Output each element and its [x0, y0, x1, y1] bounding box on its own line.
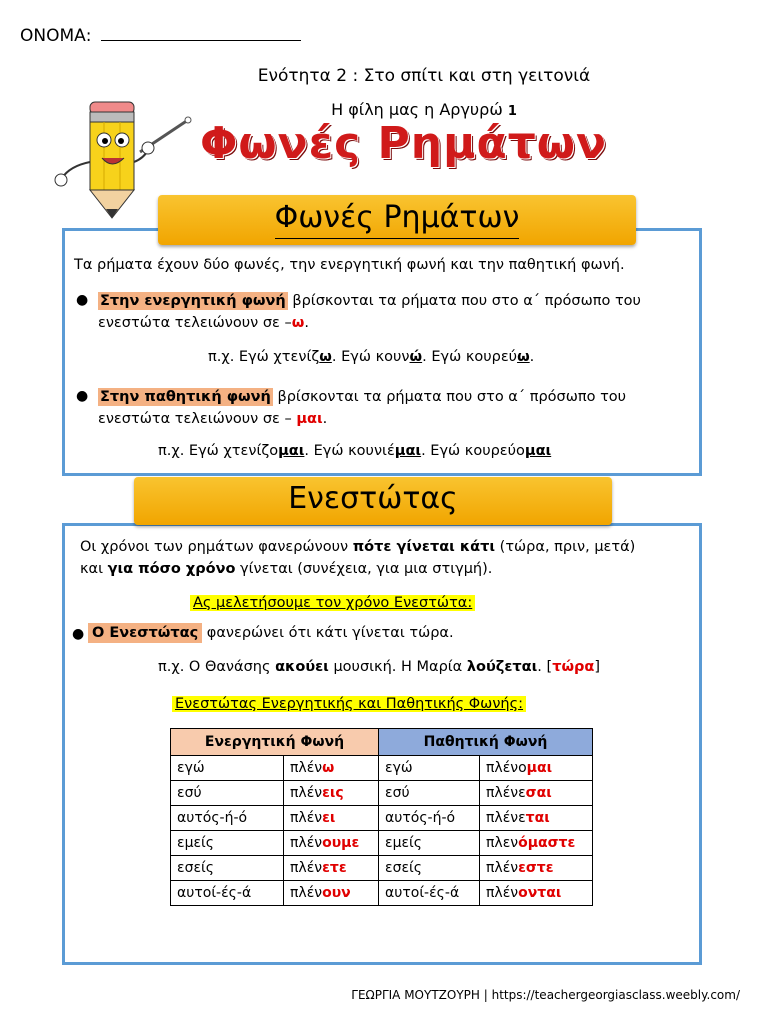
active-verb-cell — [284, 806, 379, 831]
tenses-line2-b: για πόσο χρόνο — [107, 561, 236, 577]
unit-title: Ενότητα 2 : Στο σπίτι και στη γειτονιά — [257, 66, 591, 86]
active-text2: ενεστώτα τελειώνουν σε – — [98, 315, 292, 331]
study-heading-text: Ας μελετήσουμε τον χρόνο Ενεστώτα: — [190, 595, 475, 611]
verb-stem: πλένε — [486, 810, 526, 826]
active-verb-cell — [284, 781, 379, 806]
active-ex-mid2: . Εγώ κουρεύ — [422, 349, 518, 365]
verb-ending: εστε — [518, 860, 554, 876]
table-row — [171, 831, 593, 856]
verb-stem: πλέν — [290, 760, 323, 776]
pronoun-cell: εσύ — [171, 781, 284, 806]
active-ex-mid1: . Εγώ κουν — [331, 349, 410, 365]
verb-stem: πλένε — [486, 785, 526, 801]
pronoun-cell: εγώ — [379, 756, 480, 781]
verb-stem: πλέν — [486, 885, 519, 901]
passive-voice-rule — [98, 386, 698, 430]
passive-verb-cell — [480, 781, 593, 806]
passive-text2: ενεστώτα τελειώνουν σε – — [98, 411, 297, 427]
active-voice-label: Στην ενεργητική φωνή — [100, 293, 286, 309]
voices-banner — [158, 195, 636, 245]
present-example — [158, 656, 600, 678]
active-voice-header: Ενεργητική Φωνή — [171, 729, 379, 756]
verb-ending: όμαστε — [518, 835, 576, 851]
tenses-line2-c: γίνεται (συνέχεια, για μια στιγμή). — [235, 561, 493, 577]
tenses-line1-b: πότε γίνεται κάτι — [352, 539, 496, 555]
verb-ending: ονται — [518, 885, 562, 901]
tenses-line2-a: και — [80, 561, 108, 577]
verb-ending: ουμε — [322, 835, 360, 851]
study-heading — [190, 592, 475, 614]
pronoun-cell: εμείς — [171, 831, 284, 856]
story-text: Η φίλη μας η Αργυρώ — [331, 100, 503, 119]
verb-stem: πλέν — [290, 885, 323, 901]
table-row — [171, 781, 593, 806]
verb-stem: πλεν — [486, 835, 519, 851]
verb-stem: πλέν — [290, 785, 323, 801]
passive-voice-header: Παθητική Φωνή — [379, 729, 593, 756]
voices-intro: Τα ρήματα έχουν δύο φωνές, την ενεργητική φωνή και την παθητική φωνή. — [74, 257, 625, 273]
passive-verb-cell — [480, 756, 593, 781]
present-ex-b: ακούει — [275, 659, 329, 675]
conjugation-table — [170, 728, 593, 906]
verb-ending: μαι — [526, 760, 553, 776]
tenses-intro — [80, 536, 700, 580]
active-verb-cell — [284, 831, 379, 856]
present-banner — [134, 477, 612, 525]
pronoun-cell: εσύ — [379, 781, 480, 806]
passive-voice-label: Στην παθητική φωνή — [100, 389, 271, 405]
bullet-dot: ● — [76, 292, 89, 308]
passive-ex-end3: μαι — [524, 443, 552, 459]
passive-ex-mid2: . Εγώ κουρεύο — [421, 443, 525, 459]
table-title-text: Ενεστώτας Ενεργητικής και Παθητικής Φωνής: — [172, 696, 526, 712]
passive-verb-cell — [480, 831, 593, 856]
verb-ending: ω — [322, 760, 335, 776]
present-ex-f: τώρα — [552, 659, 595, 675]
verb-stem: πλέν — [290, 835, 323, 851]
pronoun-cell: αυτοί-ές-ά — [379, 881, 480, 906]
present-ex-e: . [ — [537, 659, 553, 675]
verb-ending: εις — [322, 785, 344, 801]
story-number: 1 — [507, 104, 517, 119]
verb-stem: πλέν — [290, 810, 323, 826]
active-verb-cell — [284, 756, 379, 781]
pronoun-cell: αυτοί-ές-ά — [171, 881, 284, 906]
tenses-line1-c: (τώρα, πριν, μετά) — [495, 539, 636, 555]
passive-verb-cell — [480, 881, 593, 906]
passive-ex-prefix: π.χ. Εγώ χτενίζο — [158, 443, 279, 459]
active-ex-end3: ω — [517, 349, 530, 365]
active-verb-cell — [284, 856, 379, 881]
pronoun-cell: αυτός-ή-ό — [171, 806, 284, 831]
present-text: φανερώνει ότι κάτι γίνεται τώρα. — [202, 625, 454, 641]
footer-credit: ΓΕΩΡΓΙΑ ΜΟΥΤΖΟΥΡΗ | https://teachergeorgiasclass.weebly.com/ — [351, 988, 740, 1002]
tenses-line1-a: Οι χρόνοι των ρημάτων φανερώνουν — [80, 539, 353, 555]
active-text1: βρίσκονται τα ρήματα που στο α΄ πρόσωπο του — [287, 293, 641, 309]
present-definition — [88, 622, 454, 644]
name-label: ΟΝΟΜΑ: — [20, 26, 92, 46]
table-header-row — [171, 729, 593, 756]
present-ex-g: ] — [594, 659, 601, 675]
table-title — [172, 693, 526, 715]
pronoun-cell: εσείς — [379, 856, 480, 881]
active-verb-cell — [284, 881, 379, 906]
passive-verb-cell — [480, 856, 593, 881]
name-field — [20, 26, 301, 46]
table-row — [171, 856, 593, 881]
present-ex-c: μουσική. Η Μαρία — [328, 659, 467, 675]
verb-ending: ει — [322, 810, 336, 826]
active-ex-prefix: π.χ. Εγώ χτενίζ — [208, 349, 320, 365]
passive-ex-mid1: . Εγώ κουνιέ — [304, 443, 395, 459]
table-row — [171, 806, 593, 831]
verb-stem: πλέν — [290, 860, 323, 876]
verb-ending: ουν — [322, 885, 351, 901]
name-blank-line[interactable] — [101, 26, 301, 41]
passive-ending: μαι — [296, 411, 323, 427]
present-banner-text: Ενεστώτας — [288, 481, 458, 516]
passive-verb-cell — [480, 806, 593, 831]
passive-ex-end1: μαι — [278, 443, 305, 459]
verb-stem: πλέν — [486, 860, 519, 876]
passive-example — [158, 440, 551, 462]
bullet-dot: ● — [72, 626, 85, 642]
passive-text1: βρίσκονται τα ρήματα που στο α΄ πρόσωπο του — [272, 389, 627, 405]
present-label: Ο Ενεστώτας — [88, 623, 202, 643]
verb-ending: σαι — [525, 785, 552, 801]
pronoun-cell: εγώ — [171, 756, 284, 781]
voices-banner-text: Φωνές Ρημάτων — [275, 198, 520, 239]
pronoun-cell: εσείς — [171, 856, 284, 881]
active-example — [208, 346, 534, 368]
table-row — [171, 881, 593, 906]
passive-dot: . — [322, 411, 328, 427]
bullet-dot: ● — [76, 388, 89, 404]
table-row — [171, 756, 593, 781]
active-dot: . — [304, 315, 309, 331]
verb-ending: ται — [525, 810, 550, 826]
present-ex-d: λούζεται — [466, 659, 538, 675]
active-voice-rule — [98, 290, 698, 334]
present-ex-a: π.χ. Ο Θανάσης — [158, 659, 276, 675]
passive-ex-end2: μαι — [394, 443, 422, 459]
verb-ending: ετε — [322, 860, 347, 876]
page-title: Φωνές Ρημάτων — [200, 118, 607, 169]
active-ex-end1: ω — [319, 349, 332, 365]
active-ex-end2: ώ — [409, 349, 423, 365]
active-ending: ω — [291, 315, 305, 331]
active-ex-end: . — [529, 349, 535, 365]
verb-stem: πλένο — [486, 760, 527, 776]
pronoun-cell: εμείς — [379, 831, 480, 856]
pronoun-cell: αυτός-ή-ό — [379, 806, 480, 831]
